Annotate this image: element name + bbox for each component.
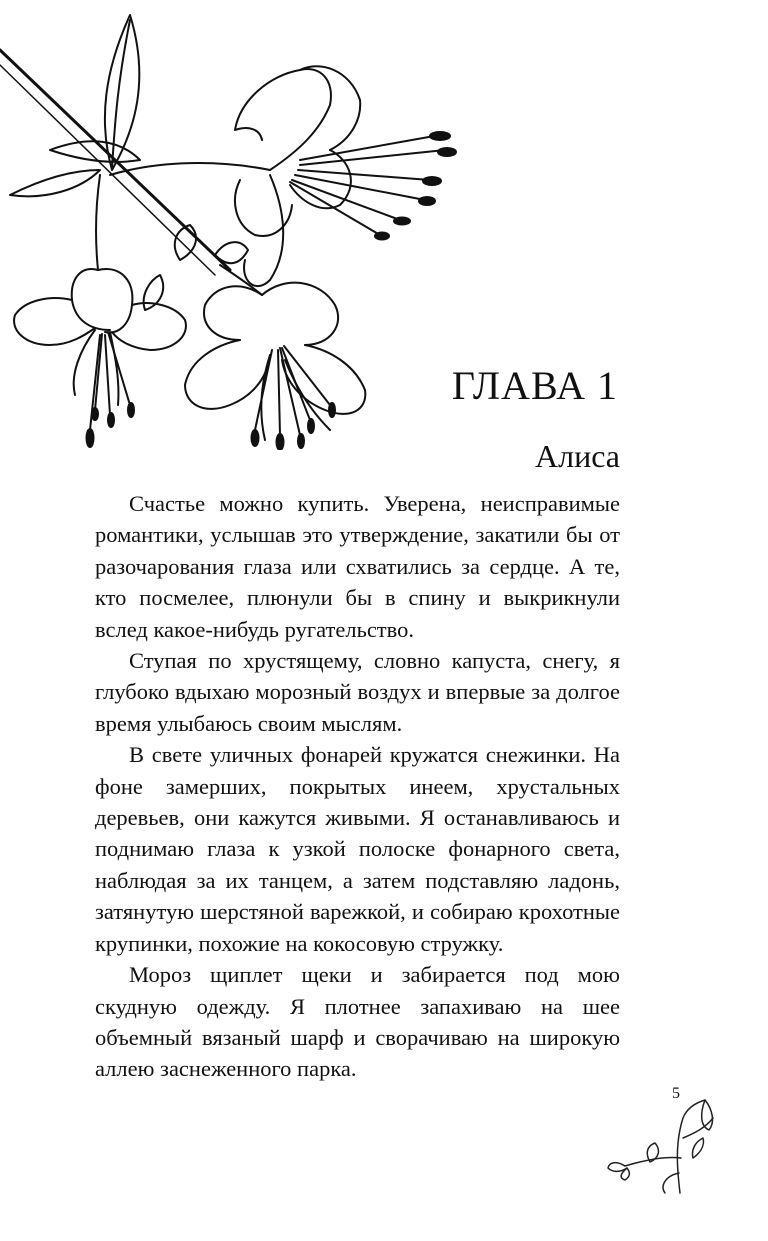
page-number: 5 (672, 1085, 680, 1102)
paragraph: В свете уличных фонарей кружатся снежинки. На фоне замерших, покрытых инеем, хрустальных деревьев, они кажутся живыми. Я останавливаюсь и поднимаю глаза к узкой полоске фонарного света, наблюдая за их танцем, а затем подставляю ладонь, затянутую шерстяной варежкой, и собираю крохотные крупинки, похожие на кокосовую стружку. (95, 742, 620, 956)
paragraph: Счастье можно купить. Уверена, неисправимые романтики, услышав это утверждение, закатили бы от разочарования глаза или схватились за сердце. А те, кто посмелее, плюнули бы в спину и выкрикнули вслед какое-нибудь ругательство. (95, 491, 620, 642)
chapter-subtitle: Алиса (535, 438, 620, 474)
paragraph: Ступая по хрустящему, словно капуста, снегу, я глубоко вдыхаю морозный воздух и впервые за долгое время улыбаюсь своим мыслям. (95, 648, 620, 736)
paragraph: Мороз щиплет щеки и забирается под мою скудную одежду. Я плотнее запахиваю на шее объемный вязаный шарф и сворачиваю на широкую аллею заснеженного парка. (95, 962, 620, 1082)
lily-flowers-illustration-icon (0, 10, 470, 450)
chapter-title: ГЛАВА 1 (451, 363, 618, 408)
chapter-body (95, 488, 620, 1085)
lily-sprig-icon (605, 1098, 720, 1198)
